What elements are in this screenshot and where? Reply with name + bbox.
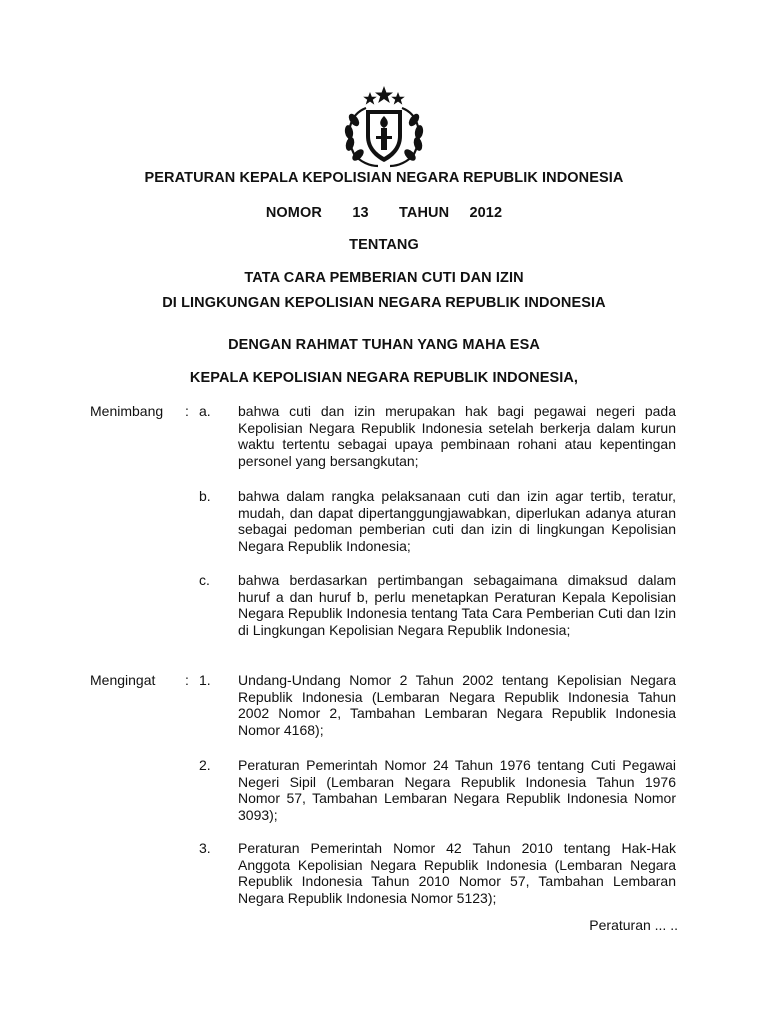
page-continuation: Peraturan ... ..: [589, 917, 678, 933]
mengingat-label: Mengingat: [90, 672, 156, 688]
mengingat-colon: :: [185, 672, 189, 688]
issuer-heading: KEPALA KEPOLISIAN NEGARA REPUBLIK INDONESIA,: [189, 370, 579, 386]
menimbang-label: Menimbang: [90, 403, 164, 419]
document-number: NOMOR 13 TAHUN 2012: [265, 205, 503, 221]
subject-line-1: TATA CARA PEMBERIAN CUTI DAN IZIN: [244, 270, 524, 286]
menimbang-marker-c: c.: [199, 572, 210, 588]
document-title: PERATURAN KEPALA KEPOLISIAN NEGARA REPUBLIK INDONESIA: [144, 170, 624, 186]
tentang-heading: TENTANG: [349, 237, 419, 253]
mengingat-item-2: Peraturan Pemerintah Nomor 24 Tahun 1976 tentang Cuti Pegawai Negeri Sipil (Lembaran Negara Republik Indonesia Tahun 1976 Nomor 57, Tambahan Lembaran Negara Republik Indonesia Nomor 3093);: [238, 757, 676, 823]
menimbang-marker-a: a.: [199, 403, 211, 419]
police-emblem-icon: [336, 84, 432, 170]
subject-line-2: DI LINGKUNGAN KEPOLISIAN NEGARA REPUBLIK INDONESIA: [162, 295, 606, 311]
mengingat-item-3: Peraturan Pemerintah Nomor 42 Tahun 2010 tentang Hak-Hak Anggota Kepolisian Negara Republik Indonesia (Lembaran Negara Republik Indonesia Tahun 2010 Nomor 57, Tambahan Lembaran Negara Republik Indonesia Nomor 5123);: [238, 840, 676, 906]
menimbang-colon: :: [185, 403, 189, 419]
menimbang-item-c: bahwa berdasarkan pertimbangan sebagaimana dimaksud dalam huruf a dan huruf b, perlu menetapkan Peraturan Kepala Kepolisian Negara Republik Indonesia tentang Tata Cara Pemberian Cuti dan Izin di Lingkungan Kepolisian Negara Republik Indonesia;: [238, 572, 676, 638]
mengingat-marker-3: 3.: [199, 840, 211, 856]
mengingat-marker-1: 1.: [199, 672, 211, 688]
mengingat-marker-2: 2.: [199, 757, 211, 773]
menimbang-item-a: bahwa cuti dan izin merupakan hak bagi pegawai negeri pada Kepolisian Negara Republik Indonesia setelah berkerja dalam kurun waktu tertentu sebagai upaya pembinaan rohani atau kepentingan personel yang bersangkutan;: [238, 403, 676, 469]
mengingat-item-1: Undang-Undang Nomor 2 Tahun 2002 tentang Kepolisian Negara Republik Indonesia (Lembaran Negara Republik Indonesia Tahun 2002 Nomor 2, Tambahan Lembaran Negara Republik Indonesia Nomor 4168);: [238, 672, 676, 738]
menimbang-marker-b: b.: [199, 488, 211, 504]
menimbang-item-b: bahwa dalam rangka pelaksanaan cuti dan izin agar tertib, teratur, mudah, dan dapat dipertanggungjawabkan, diperlukan adanya aturan sebagai pedoman pemberian cuti dan izin di lingkungan Kepolisian Negara Republik Indonesia;: [238, 488, 676, 554]
preamble-heading: DENGAN RAHMAT TUHAN YANG MAHA ESA: [228, 337, 540, 353]
